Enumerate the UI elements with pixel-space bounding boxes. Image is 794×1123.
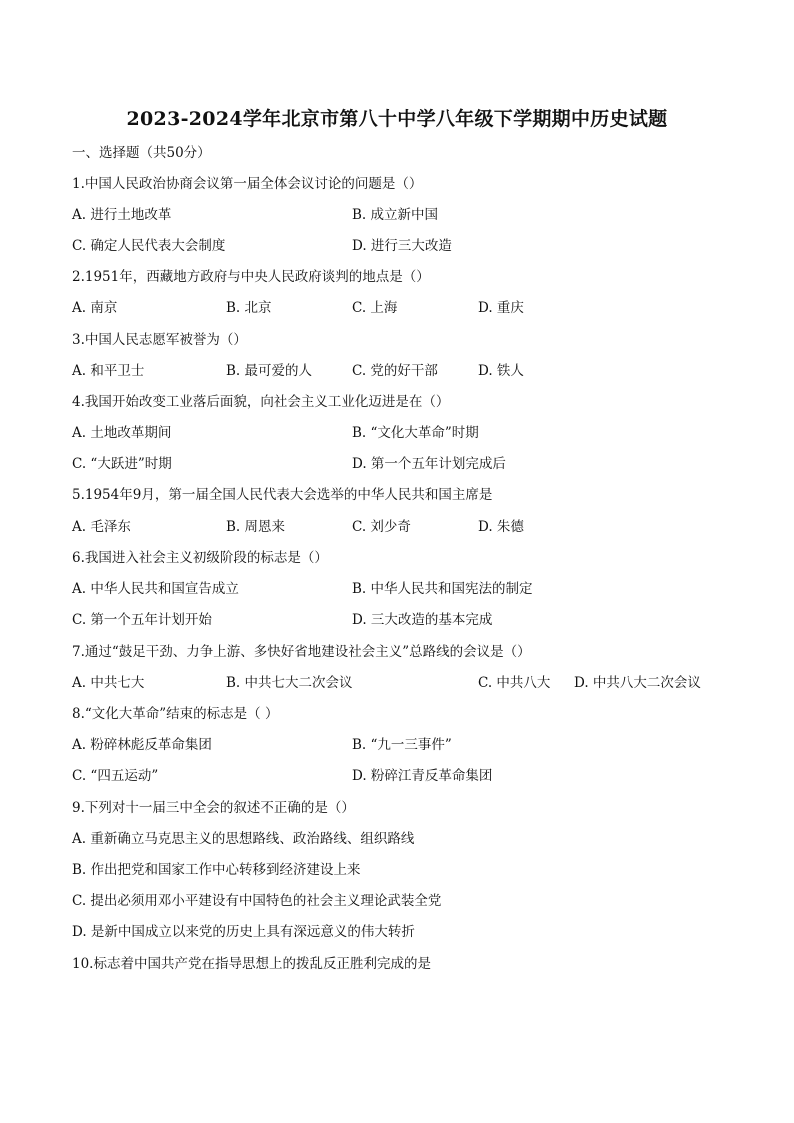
- option-9c[interactable]: C. 提出必须用邓小平建设有中国特色的社会主义理论武装全党: [72, 893, 442, 909]
- option-1c[interactable]: C. 确定人民代表大会制度: [72, 238, 226, 254]
- option-8d[interactable]: D. 粉碎江青反革命集团: [352, 768, 493, 784]
- option-5c[interactable]: C. 刘少奇: [352, 519, 411, 535]
- option-2c[interactable]: C. 上海: [352, 300, 398, 316]
- option-5b[interactable]: B. 周恩来: [226, 519, 286, 535]
- option-5a[interactable]: A. 毛泽东: [72, 519, 131, 535]
- question-9: 9.下列对十一届三中全会的叙述不正确的是（）: [72, 800, 355, 816]
- question-2: 2.1951年，西藏地方政府与中央人民政府谈判的地点是（）: [72, 269, 430, 285]
- option-9a[interactable]: A. 重新确立马克思主义的思想路线、政治路线、组织路线: [72, 831, 415, 847]
- option-2d[interactable]: D. 重庆: [478, 300, 524, 316]
- section-heading: 一、选择题（共50分）: [72, 145, 211, 161]
- option-4c[interactable]: C. “大跃进”时期: [72, 456, 172, 472]
- option-3d[interactable]: D. 铁人: [478, 363, 524, 379]
- option-8b[interactable]: B. “九一三事件”: [352, 737, 452, 753]
- option-6c[interactable]: C. 第一个五年计划开始: [72, 612, 212, 628]
- option-5d[interactable]: D. 朱德: [478, 519, 524, 535]
- option-7b[interactable]: B. 中共七大二次会议: [226, 675, 353, 691]
- question-5: 5.1954年9月，第一届全国人民代表大会选举的中华人民共和国主席是: [72, 487, 493, 503]
- option-1d[interactable]: D. 进行三大改造: [352, 238, 452, 254]
- option-2b[interactable]: B. 北京: [226, 300, 272, 316]
- option-1a[interactable]: A. 进行土地改革: [72, 207, 172, 223]
- question-1: 1.中国人民政治协商会议第一届全体会议讨论的问题是（）: [72, 176, 423, 192]
- option-6d[interactable]: D. 三大改造的基本完成: [352, 612, 493, 628]
- option-1b[interactable]: B. 成立新中国: [352, 207, 439, 223]
- option-4b[interactable]: B. “文化大革命”时期: [352, 425, 479, 441]
- option-4a[interactable]: A. 土地改革期间: [72, 425, 172, 441]
- question-10: 10.标志着中国共产党在指导思想上的拨乱反正胜利完成的是: [72, 956, 431, 972]
- question-8: 8.“文化大革命”结束的标志是（ ）: [72, 706, 279, 722]
- option-9d[interactable]: D. 是新中国成立以来党的历史上具有深远意义的伟大转折: [72, 924, 415, 940]
- option-4d[interactable]: D. 第一个五年计划完成后: [352, 456, 506, 472]
- option-3b[interactable]: B. 最可爱的人: [226, 363, 313, 379]
- option-6a[interactable]: A. 中华人民共和国宣告成立: [72, 581, 239, 597]
- option-2a[interactable]: A. 南京: [72, 300, 118, 316]
- option-7d[interactable]: D. 中共八大二次会议: [574, 675, 701, 691]
- question-3: 3.中国人民志愿军被誉为（）: [72, 332, 247, 348]
- option-7a[interactable]: A. 中共七大: [72, 675, 145, 691]
- question-6: 6.我国进入社会主义初级阶段的标志是（）: [72, 550, 328, 566]
- option-8c[interactable]: C. “四五运动”: [72, 768, 159, 784]
- option-7c[interactable]: C. 中共八大: [478, 675, 551, 691]
- page-title: 2023-2024学年北京市第八十中学八年级下学期期中历史试题: [126, 108, 668, 130]
- option-3a[interactable]: A. 和平卫士: [72, 363, 145, 379]
- option-9b[interactable]: B. 作出把党和国家工作中心转移到经济建设上来: [72, 862, 361, 878]
- question-4: 4.我国开始改变工业落后面貌，向社会主义工业化迈进是在（）: [72, 394, 450, 410]
- option-6b[interactable]: B. 中华人民共和国宪法的制定: [352, 581, 533, 597]
- option-8a[interactable]: A. 粉碎林彪反革命集团: [72, 737, 212, 753]
- option-3c[interactable]: C. 党的好干部: [352, 363, 438, 379]
- question-7: 7.通过“鼓足干劲、力争上游、多快好省地建设社会主义”总路线的会议是（）: [72, 644, 531, 660]
